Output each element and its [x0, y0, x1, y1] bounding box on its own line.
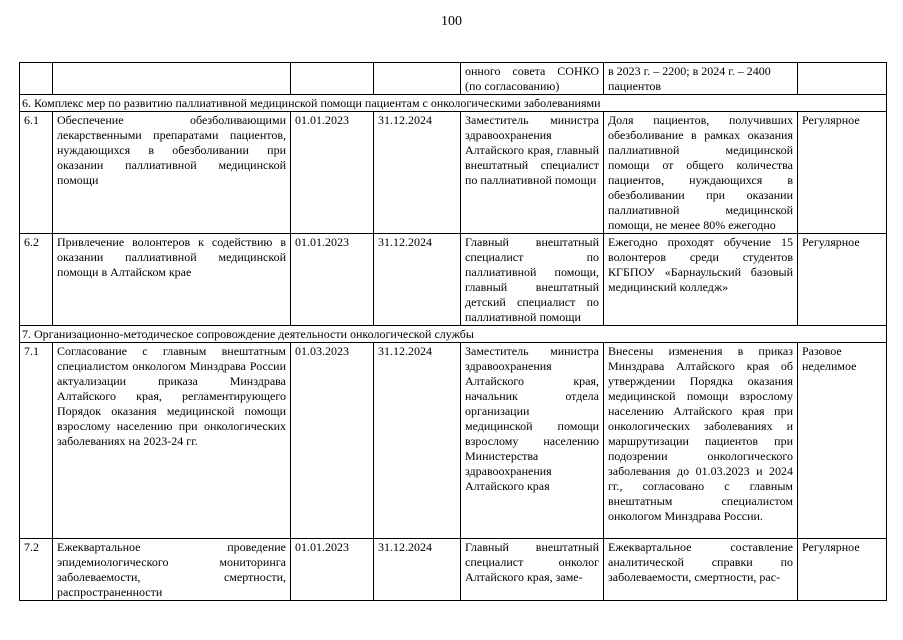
- table-row: [20, 539, 887, 601]
- cell-type: Разовое неделимое: [798, 343, 887, 539]
- table-row: [20, 234, 887, 326]
- section-title: 7. Организационно-методическое сопровождение деятельности онкологической службы: [20, 326, 887, 343]
- cell-result: Доля пациентов, получивших обезболивание в рамках оказания паллиативной медицинской помощи от общего количества пациентов, нуждающихся в обезболивании при оказании паллиативной медицинской помощи, не менее 80% ежегодно: [604, 112, 798, 234]
- cell-num: 7.1: [20, 343, 53, 539]
- cell-result: Ежеквартальное составление аналитической справки по заболеваемости, смертности, рас-: [604, 539, 798, 601]
- cell-end: 31.12.2024: [374, 112, 461, 234]
- page-number: 100: [441, 14, 462, 29]
- cell-result: Внесены изменения в приказ Минздрава Алтайского края об утверждении Порядка оказания медицинской помощи взрослому населению Алтайского края при онкологических заболеваниях и маршрутизации пациентов при подозрении онкологического заболевания до 01.03.2023 и 2024 гг., согласовано с главным внештатным специалистом онкологом Минздрава России.: [604, 343, 798, 539]
- cell-action: Ежеквартальное проведение эпидемиологического мониторинга заболеваемости, смертности, распространенности: [53, 539, 291, 601]
- section-header-row: [20, 95, 887, 112]
- cell-responsible: онного совета СОНКО (по согласованию): [461, 63, 604, 95]
- table-row: [20, 112, 887, 234]
- section-header-row: [20, 326, 887, 343]
- cell-end: [374, 63, 461, 95]
- cell-action: Обеспечение обезболивающими лекарственными препаратами пациентов, нуждающихся в обезболивании при оказании паллиативной медицинской помощи: [53, 112, 291, 234]
- cell-type: Регулярное: [798, 539, 887, 601]
- cell-start: 01.01.2023: [291, 112, 374, 234]
- cell-indicator: в 2023 г. – 2200; в 2024 г. – 2400 пациентов: [604, 63, 798, 95]
- cell-num: 7.2: [20, 539, 53, 601]
- cell-action: [53, 63, 291, 95]
- cell-type: [798, 63, 887, 95]
- cell-type: Регулярное: [798, 112, 887, 234]
- cell-start: 01.01.2023: [291, 234, 374, 326]
- section-title: 6. Комплекс мер по развитию паллиативной медицинской помощи пациентам с онкологическими заболеваниями: [20, 95, 887, 112]
- cell-responsible: Заместитель министра здравоохранения Алтайского края, главный внештатный специалист по паллиативной помощи: [461, 112, 604, 234]
- cell-end: 31.12.2024: [374, 234, 461, 326]
- cell-action: Привлечение волонтеров к содействию в оказании паллиативной медицинской помощи в Алтайском крае: [53, 234, 291, 326]
- cell-num: 6.2: [20, 234, 53, 326]
- cell-end: 31.12.2024: [374, 539, 461, 601]
- table-row-continuation: [20, 63, 887, 95]
- cell-end: 31.12.2024: [374, 343, 461, 539]
- table-row: [20, 343, 887, 539]
- cell-action: Согласование с главным внештатным специалистом онкологом Минздрава России актуализации приказа Минздрава Алтайского края, регламентирующего Порядок оказания медицинской помощи взрослому населению при онкологических заболеваниях на 2023-24 гг.: [53, 343, 291, 539]
- cell-num: [20, 63, 53, 95]
- cell-type: Регулярное: [798, 234, 887, 326]
- cell-start: 01.03.2023: [291, 343, 374, 539]
- cell-responsible: Заместитель министра здравоохранения Алтайского края, начальник отдела организации медицинской помощи взрослому населению Министерства здравоохранения Алтайского края: [461, 343, 604, 539]
- cell-responsible: Главный внештатный специалист онколог Алтайского края, заме-: [461, 539, 604, 601]
- cell-start: [291, 63, 374, 95]
- cell-responsible: Главный внештатный специалист по паллиативной помощи, главный внештатный детский специалист по паллиативной помощи: [461, 234, 604, 326]
- measures-table: [19, 62, 887, 601]
- cell-start: 01.01.2023: [291, 539, 374, 601]
- cell-result: Ежегодно проходят обучение 15 волонтеров среди студентов КГБПОУ «Барнаульский базовый медицинский колледж»: [604, 234, 798, 326]
- cell-num: 6.1: [20, 112, 53, 234]
